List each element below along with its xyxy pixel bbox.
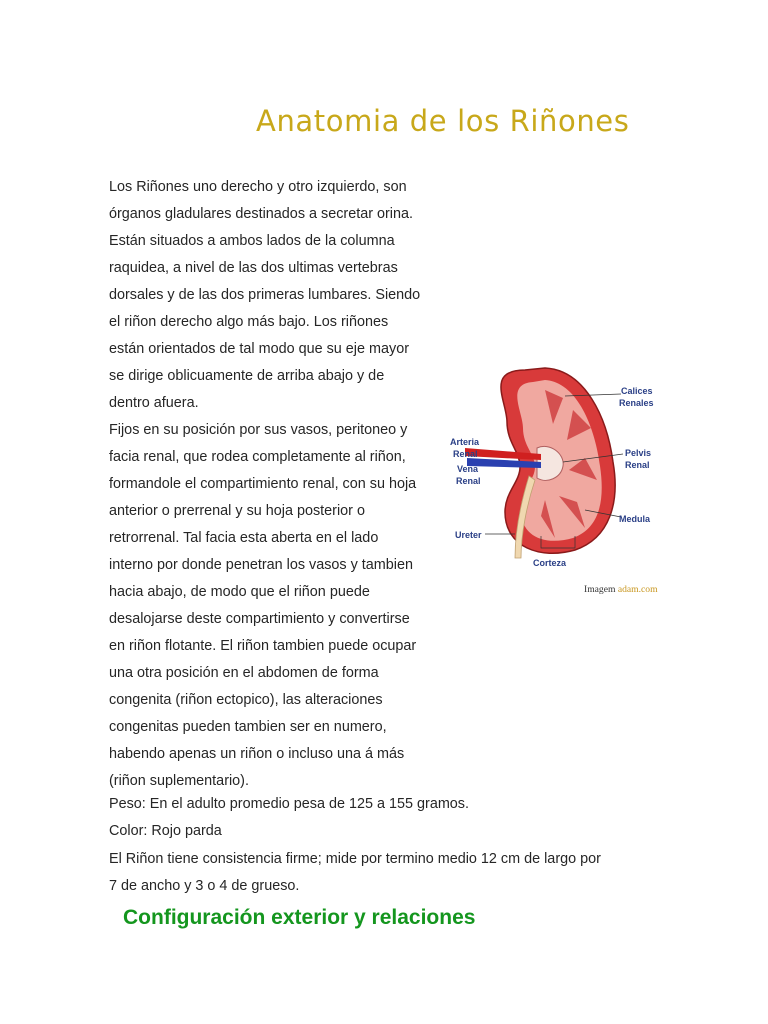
paragraph-line: Los Riñones uno derecho y otro izquierdo, son <box>109 179 407 195</box>
body-wide-paragraphs <box>109 791 689 900</box>
paragraph-line: se dirige oblicuamente de arriba abajo y de <box>109 368 385 384</box>
body-paragraphs <box>109 174 454 795</box>
kidney-illustration <box>445 362 665 602</box>
paragraph-line: 7 de ancho y 3 o 4 de grueso. <box>109 877 300 894</box>
paragraph-line: facia renal, que rodea completamente al riñon, <box>109 449 406 465</box>
paragraph-line: formandole el compartimiento renal, con su hoja <box>109 476 417 492</box>
paragraph-line: congenita (riñon ectopico), las alteraciones <box>109 692 383 708</box>
paragraph-line: están orientados de tal modo que su eje mayor <box>109 341 409 357</box>
paragraph-line: Peso: En el adulto promedio pesa de 125 a 155 gramos. <box>109 796 470 812</box>
label-pelvis-renal: Renal <box>625 460 650 470</box>
label-vena-renal: Renal <box>456 476 481 486</box>
label-calices: Calices <box>621 386 653 396</box>
paragraph-line: desalojarse deste compartimiento y convertirse <box>109 611 410 627</box>
paragraph-line: retrorrenal. Tal facia esta aberta en el lado <box>109 530 379 546</box>
label-arteria: Arteria <box>450 437 480 447</box>
paragraph-line: El Riñon tiene consistencia firme; mide por termino medio 12 cm de largo por <box>109 850 601 867</box>
paragraph-line: dentro afuera. <box>109 395 199 411</box>
label-ureter: Ureter <box>455 530 482 540</box>
label-pelvis: Pelvis <box>625 448 652 458</box>
paragraph-line: Fijos en su posición por sus vasos, peritoneo y <box>109 422 408 438</box>
paragraph-line: interno por donde penetran los vasos y tambien <box>109 557 413 573</box>
paragraph-line: Color: Rojo parda <box>109 823 222 840</box>
label-corteza: Corteza <box>533 558 567 568</box>
page-title: Anatomia de los Riñones <box>256 104 630 138</box>
paragraph-line: raquidea, a nivel de las dos ultimas vertebras <box>109 260 398 276</box>
kidney-figure <box>445 362 665 602</box>
label-vena: Vena <box>457 464 479 474</box>
paragraph-line: hacia abajo, de modo que el riñon puede <box>109 584 370 600</box>
paragraph-line: habendo apenas un riñon o incluso una á más <box>109 746 405 762</box>
paragraph-line: en riñon flotante. El riñon tambien puede ocupar <box>109 638 417 654</box>
image-credit <box>584 584 658 595</box>
label-arteria-renal: Renal <box>453 449 478 459</box>
section-heading: Configuración exterior y relaciones <box>123 906 476 929</box>
label-renales: Renales <box>619 398 654 408</box>
paragraph-line: órganos gladulares destinados a secretar orina. <box>109 206 413 222</box>
paragraph-line: dorsales y de las dos primeras lumbares. Siendo <box>109 287 421 303</box>
label-medula: Medula <box>619 514 651 524</box>
paragraph-line: anterior o prerrenal y su hoja posterior o <box>109 503 365 519</box>
credit-prefix: Imagem <box>584 584 618 595</box>
paragraph-line: Están situados a ambos lados de la columna <box>109 233 395 249</box>
credit-source-link[interactable]: adam.com <box>617 584 658 595</box>
paragraph-line: el riñon derecho algo más bajo. Los riñones <box>109 314 389 330</box>
paragraph-line: una otra posición en el abdomen de forma <box>109 665 379 681</box>
paragraph-line: congenitas pueden tambien ser en numero, <box>109 719 387 735</box>
paragraph-line: (riñon suplementario). <box>109 773 249 789</box>
